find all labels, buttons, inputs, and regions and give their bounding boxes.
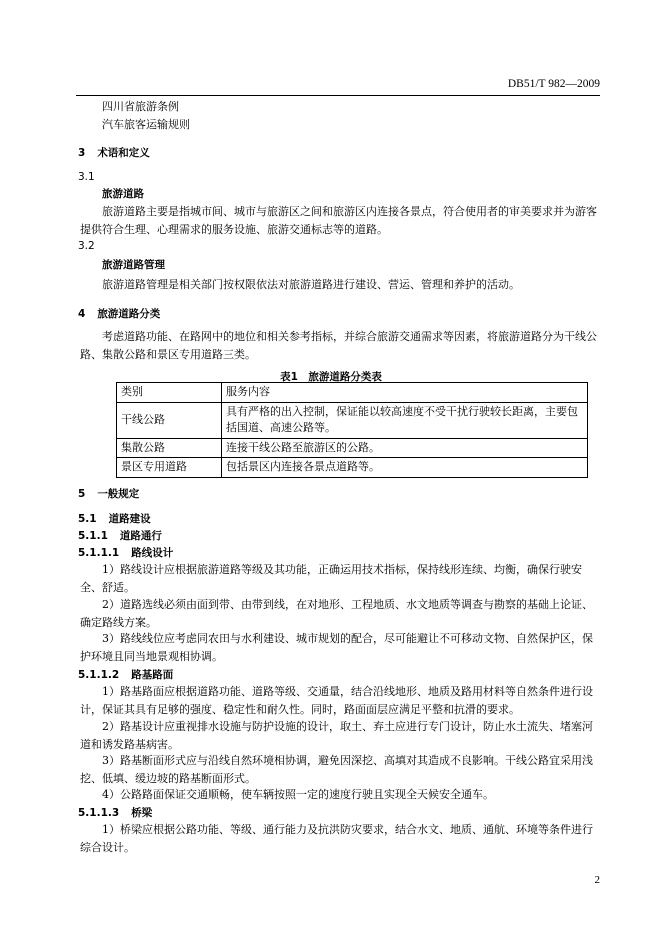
paragraph: 考虑道路功能、在路网中的地位和相关参考指标，并综合旅游交通需求等因素，将旅游道路分为干线公路、集散公路和景区专用道路三类。 bbox=[80, 330, 597, 361]
table-cell: 干线公路 bbox=[117, 402, 222, 438]
subsection-title: 道路建设 bbox=[108, 513, 151, 525]
section-number: 3 bbox=[78, 147, 86, 159]
term-definition: 旅游道路主要是指城市间、城市与旅游区之间和旅游区内连接各景点，符合使用者的审美要求并为游客提供符合生理、心理需求的服务设施、旅游交通标志等的道路。 bbox=[80, 205, 597, 236]
subsection-heading bbox=[78, 528, 162, 543]
section-title: 旅游道路分类 bbox=[97, 308, 161, 320]
page-number: 2 bbox=[594, 874, 600, 886]
section-number: 5 bbox=[78, 488, 86, 500]
doc-code: DB51/T 982—2009 bbox=[507, 78, 600, 90]
subsection-title: 桥梁 bbox=[131, 807, 153, 819]
table-row bbox=[117, 458, 588, 478]
subsection-heading bbox=[78, 511, 151, 526]
table-caption: 表1 旅游道路分类表 bbox=[280, 371, 382, 383]
list-item: 3）路基断面形式应与沿线自然环境相协调，避免因深挖、高填对其造成不良影响。干线公路宜采用浅挖、低填、缓边坡的路基断面形式。 bbox=[80, 754, 593, 785]
subsection-number: 5.1 bbox=[78, 513, 97, 525]
list-item: 2）路基设计应重视排水设施与防护设施的设计，取土、弃土应进行专门设计，防止水土流失、堵塞河道和诱发路基病害。 bbox=[80, 720, 593, 751]
subsection-number: 5.1.1 bbox=[78, 530, 108, 542]
list-item: 1）路线设计应根据旅游道路等级及其功能，正确运用技术指标，保持线形连续、均衡，确保行驶安全、舒适。 bbox=[80, 563, 582, 594]
reference-item: 汽车旅客运输规则 bbox=[102, 118, 190, 131]
term-number: 3.1 bbox=[78, 171, 95, 183]
section-title: 术语和定义 bbox=[97, 147, 150, 159]
subsection-number: 5.1.1.2 bbox=[78, 669, 120, 681]
table-header-row bbox=[117, 383, 588, 403]
list-item: 2）道路选线必须由面到带、由带到线，在对地形、工程地质、水文地质等调查与勘察的基础上论证、确定路线方案。 bbox=[80, 598, 593, 629]
subsection-number: 5.1.1.1 bbox=[78, 547, 120, 559]
subsection-heading bbox=[78, 545, 173, 560]
table-cell: 具有严格的出入控制，保证能以较高速度不受干扰行驶较长距离，主要包括国道、高速公路等。 bbox=[222, 402, 588, 438]
term-definition: 旅游道路管理是相关部门按权限依法对旅游道路进行建设、营运、管理和养护的活动。 bbox=[102, 278, 520, 291]
section-number: 4 bbox=[78, 308, 86, 320]
term-name: 旅游道路管理 bbox=[102, 259, 165, 271]
section-heading bbox=[78, 145, 150, 160]
table-cell: 包括景区内连接各景点道路等。 bbox=[222, 458, 588, 478]
subsection-heading bbox=[78, 667, 173, 682]
subsection-title: 路基路面 bbox=[131, 669, 174, 681]
table-row bbox=[117, 438, 588, 458]
list-item: 1）桥梁应根据公路功能、等级、通行能力及抗洪防灾要求，结合水文、地质、通航、环境等条件进行综合设计。 bbox=[80, 823, 593, 854]
subsection-title: 路线设计 bbox=[131, 547, 174, 559]
section-heading bbox=[78, 306, 160, 321]
header-rule bbox=[76, 95, 600, 96]
list-item: 3）路线线位应考虑同农田与水利建设、城市规划的配合，尽可能避让不可移动文物、自然保护区，保护环境且同当地景观相协调。 bbox=[80, 632, 593, 663]
classification-table bbox=[116, 382, 588, 478]
table-row bbox=[117, 402, 588, 438]
subsection-title: 道路通行 bbox=[119, 530, 162, 542]
term-number: 3.2 bbox=[78, 240, 95, 252]
term-name: 旅游道路 bbox=[102, 188, 144, 200]
table-header-cell: 类别 bbox=[117, 383, 222, 403]
subsection-heading bbox=[78, 805, 152, 820]
table-cell: 连接干线公路至旅游区的公路。 bbox=[222, 438, 588, 458]
list-item: 1）路基路面应根据道路功能、道路等级、交通量，结合沿线地形、地质及路用材料等自然条件进行设计，保证其具有足够的强度、稳定性和耐久性。同时，路面面层应满足平整和抗滑的要求。 bbox=[80, 685, 593, 716]
table-cell: 集散公路 bbox=[117, 438, 222, 458]
table-header-cell: 服务内容 bbox=[222, 383, 588, 403]
reference-item: 四川省旅游条例 bbox=[102, 100, 179, 113]
subsection-number: 5.1.1.3 bbox=[78, 807, 120, 819]
section-title: 一般规定 bbox=[97, 488, 140, 500]
list-item: 4）公路路面保证交通顺畅，使车辆按照一定的速度行驶且实现全天候安全通车。 bbox=[102, 788, 494, 801]
table-cell: 景区专用道路 bbox=[117, 458, 222, 478]
section-heading bbox=[78, 486, 139, 501]
